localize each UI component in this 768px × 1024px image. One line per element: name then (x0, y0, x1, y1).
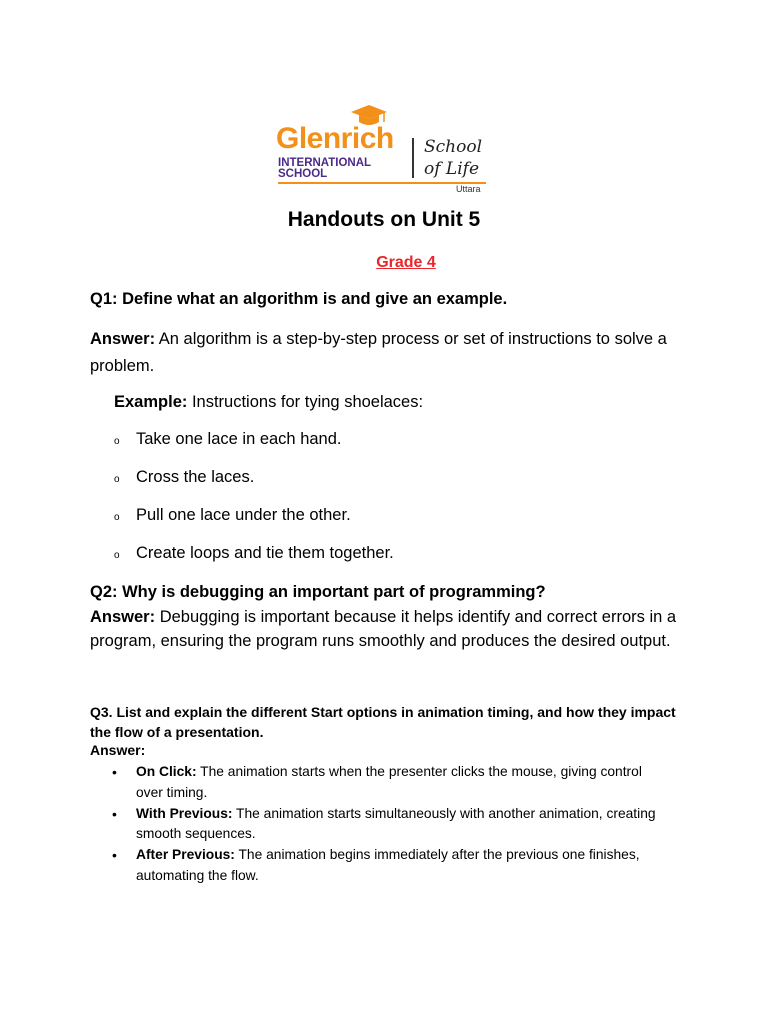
option-label: With Previous: (136, 805, 233, 821)
logo-divider (412, 138, 414, 178)
circle-bullet-icon: o (114, 474, 120, 485)
logo-subtitle-line1: INTERNATIONAL (278, 157, 372, 169)
q3-answer-label: Answer: (90, 742, 146, 758)
option-text: The animation begins immediately after the previous one finishes, automating the flow. (136, 847, 640, 883)
option-label: On Click: (136, 764, 197, 779)
step-text: Take one lace in each hand. (136, 430, 342, 448)
q2-question: Q2: Why is debugging an important part of programming? (90, 583, 546, 601)
logo-tagline-line1: School (424, 137, 483, 157)
page-title: Handouts on Unit 5 (287, 208, 481, 231)
q1-question: Q1: Define what an algorithm is and give an example. (90, 290, 508, 308)
circle-bullet-icon: o (114, 436, 120, 447)
bullet-dot-icon: • (112, 847, 117, 863)
option-label: After Previous: (136, 847, 235, 862)
circle-bullet-icon: o (114, 512, 120, 523)
q1-answer-label: Answer: (90, 330, 156, 348)
bullet-dot-icon: • (112, 764, 117, 780)
q2-answer-label: Answer: (90, 608, 156, 626)
logo-subtitle (278, 158, 371, 180)
step-text: Cross the laces. (136, 468, 255, 486)
q1-answer (90, 326, 680, 380)
logo-tagline (424, 136, 482, 180)
grade-heading: Grade 4 (376, 254, 436, 271)
logo-underline (278, 182, 486, 184)
school-logo (268, 100, 498, 198)
q1-example-label: Example: (114, 393, 188, 411)
q2-answer-text: Debugging is important because it helps identify and correct errors in a program, ensuring the program runs smoothly and produces the desired output. (90, 608, 677, 650)
circle-bullet-icon: o (114, 550, 120, 561)
step-text: Pull one lace under the other. (136, 506, 351, 524)
logo-brand: Glenrich (276, 122, 394, 155)
q1-answer-text: An algorithm is a step-by-step process or set of instructions to solve a problem. (90, 330, 667, 375)
list-item (110, 762, 670, 803)
logo-subtitle-line2: SCHOOL (278, 168, 328, 180)
option-text: The animation starts when the presenter clicks the mouse, giving control over timing. (136, 764, 642, 800)
bullet-dot-icon: • (112, 805, 117, 822)
q3-question: Q3. List and explain the different Start options in animation timing, and how they impact the flow of a presentation. (90, 704, 676, 740)
q1-example (114, 393, 423, 412)
list-item (110, 804, 670, 845)
step-text: Create loops and tie them together. (136, 544, 394, 562)
logo-tagline-line2: of Life (424, 159, 480, 179)
q1-example-text: Instructions for tying shoelaces: (187, 393, 424, 411)
option-text: The animation starts simultaneously with another animation, creating smooth sequences. (136, 805, 656, 841)
list-item (110, 845, 670, 886)
q3-options-list (110, 762, 670, 887)
q2-answer (90, 605, 690, 653)
logo-location: Uttara (456, 184, 481, 194)
